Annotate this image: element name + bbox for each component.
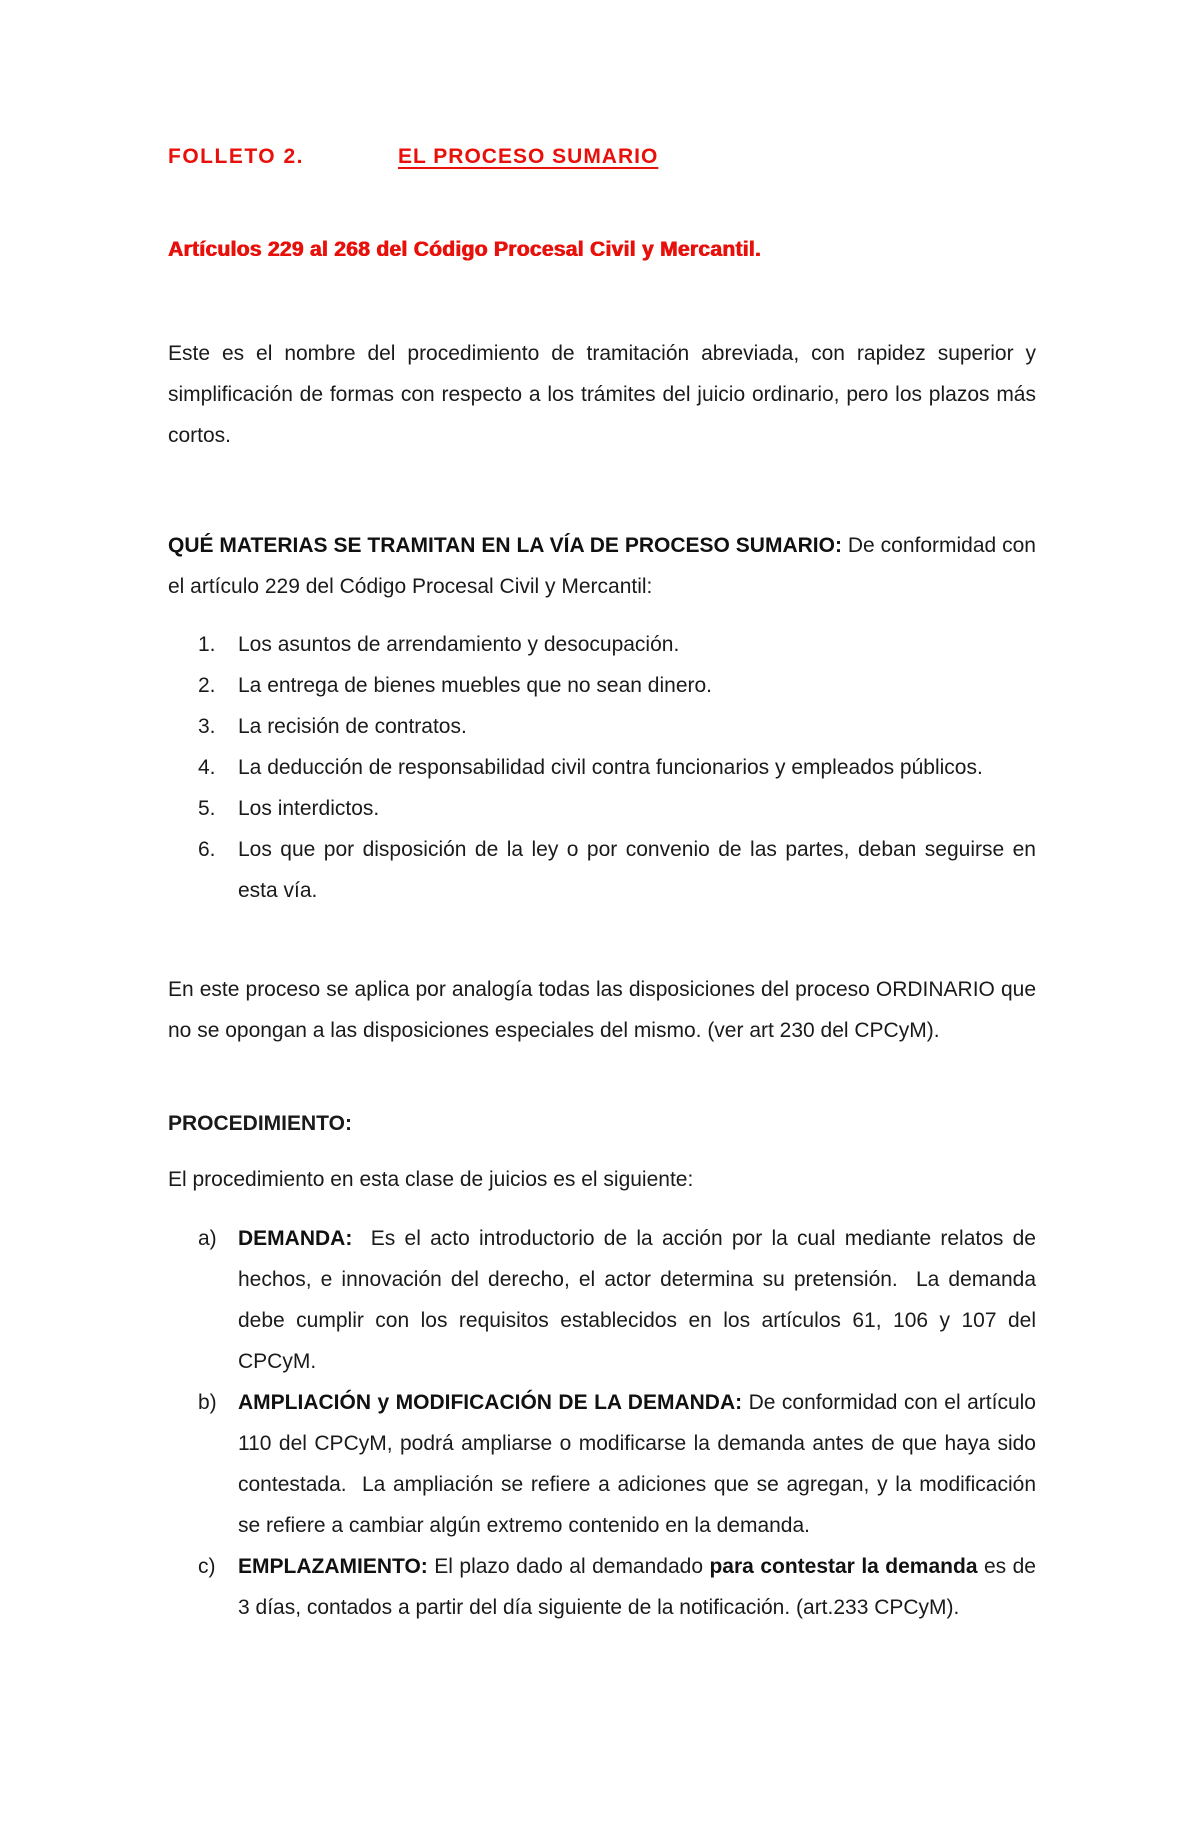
analogia-paragraph: En este proceso se aplica por analogía todas las disposiciones del proceso ORDINARIO que no se opongan a las disposiciones especiales del mismo. (ver art 230 del CPCyM).	[168, 978, 1036, 1042]
materias-paragraph	[168, 525, 1036, 607]
list-item: 3. La recisión de contratos.	[198, 715, 467, 738]
list-item: 1. Los asuntos de arrendamiento y desocupación.	[198, 633, 680, 656]
materias-text: De conformidad con el artículo 229 del Código Procesal Civil y Mercantil:	[168, 534, 1036, 598]
steps-list	[168, 1218, 1042, 1628]
step-emplazamiento: c) EMPLAZAMIENTO: El plazo dado al demandado para contestar la demanda es de 3 días, contados a partir del día siguiente de la notificación. (art.233 CPCyM).	[198, 1555, 1036, 1619]
step-demanda: a) DEMANDA: Es el acto introductorio de la acción por la cual mediante relatos de hechos, e innovación del derecho, el actor determina su pretensión. La demanda debe cumplir con los requisitos establecidos en los artículos 61, 106 y 107 del CPCyM.	[198, 1227, 1042, 1373]
procedimiento-intro: El procedimiento en esta clase de juicios es el siguiente:	[168, 1168, 694, 1191]
materias-heading: QUÉ MATERIAS SE TRAMITAN EN LA VÍA DE PROCESO SUMARIO:	[168, 534, 842, 557]
materias-list	[168, 624, 1036, 911]
procedimiento-heading: PROCEDIMIENTO:	[168, 1112, 352, 1135]
list-item: 6. Los que por disposición de la ley o por convenio de las partes, deban seguirse en esta vía.	[198, 838, 1036, 902]
folleto-label: FOLLETO 2.	[168, 145, 304, 168]
list-item: 5. Los interdictos.	[198, 797, 380, 820]
document-title: EL PROCESO SUMARIO	[398, 145, 659, 168]
list-item: 2. La entrega de bienes muebles que no sean dinero.	[198, 674, 713, 697]
list-item: 4. La deducción de responsabilidad civil contra funcionarios y empleados públicos.	[198, 756, 983, 779]
step-ampliacion: b) AMPLIACIÓN y MODIFICACIÓN DE LA DEMANDA: De conformidad con el artículo 110 del CPCyM, podrá ampliarse o modificarse la demanda antes de que haya sido contestada. La ampliación se refiere a adiciones que se agregan, y la modificación se refiere a cambiar algún extremo contenido en la demanda.	[198, 1391, 1042, 1537]
articles-reference: Artículos 229 al 268 del Código Procesal Civil y Mercantil.	[168, 238, 762, 261]
intro-paragraph: Este es el nombre del procedimiento de tramitación abreviada, con rapidez superior y simplificación de formas con respecto a los trámites del juicio ordinario, pero los plazos más cortos.	[168, 342, 1036, 447]
